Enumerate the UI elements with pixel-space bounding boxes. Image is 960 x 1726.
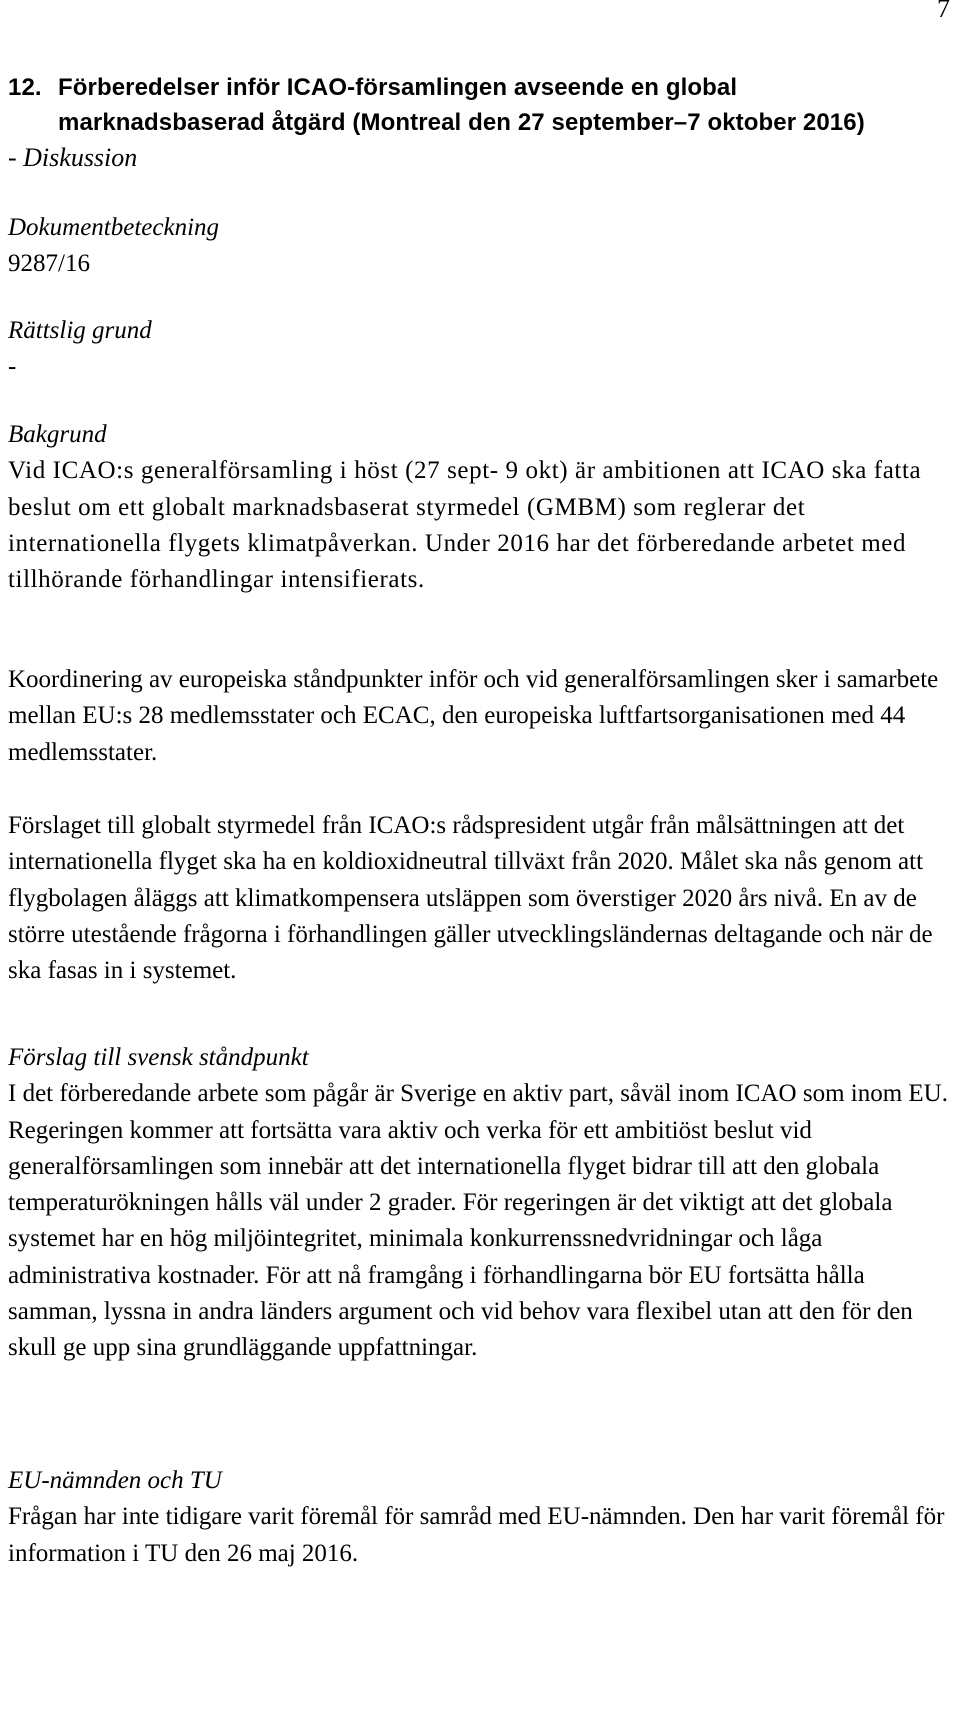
background-paragraph-3: Förslaget till globalt styrmedel från ICAO:s rådspresident utgår från målsättningen att det internationella flyget ska ha en koldioxidneutral tillväxt från 2020. Målet ska nås genom att flygbolagen åläggs att klimatkompensera utsläppen som överstiger 2020 års nivå. En av de större utestående frågorna i förhandlingen gäller utvecklingsländernas deltagande och när de ska fasas in i systemet. xyxy=(8,812,933,985)
eu-committee-text: Frågan har inte tidigare varit föremål för samråd med EU-nämnden. Den har varit föremål för information i TU den 26 maj 2016. xyxy=(8,1503,945,1567)
agenda-item-subtitle: - Diskussion xyxy=(8,143,138,172)
background-paragraph-1: Vid ICAO:s generalförsamling i höst (27 sept- 9 okt) är ambitionen att ICAO ska fatta beslut om ett globalt marknadsbaserat styrmedel (GMBM) som reglerar det internationella flygets klimatpåverkan. Under 2016 har det förberedande arbetet med tillhörande förhandlingar intensifierats. xyxy=(8,457,922,594)
eu-committee-label: EU-nämnden och TU xyxy=(8,1467,222,1494)
background-label: Bakgrund xyxy=(8,421,107,448)
background-section xyxy=(8,417,953,598)
page-number: 7 xyxy=(937,0,950,23)
legal-basis-section xyxy=(8,313,953,386)
background-paragraph-2: Koordinering av europeiska ståndpunkter inför och vid generalförsamlingen sker i samarbete mellan EU:s 28 medlemsstater och ECAC, den europeiska luftfartsorganisationen med 44 medlemsstater. xyxy=(8,666,939,766)
eu-committee-section xyxy=(8,1463,953,1572)
document-reference-value: 9287/16 xyxy=(8,250,90,278)
document-reference-label: Dokumentbeteckning xyxy=(8,214,220,241)
swedish-position-section xyxy=(8,1040,953,1367)
swedish-position-text: I det förberedande arbete som pågår är Sverige en aktiv part, såväl inom ICAO som inom EU. Regeringen kommer att fortsätta vara aktiv och verka för ett ambitiöst beslut vid generalförsamlingen som innebär att det internationella flyget bidrar till att den globala temperaturökningen hålls väl under 2 grader. För regeringen är det viktigt att det globala systemet har en hög miljöintegritet, minimala konkurrenssnedvridningar och låga administrativa kostnader. För att nå framgång i förhandlingarna bör EU fortsätta hålla samman, lyssna in andra länders argument och vid behov vara flexibel utan att den för den skull ge upp sina grundläggande uppfattningar. xyxy=(8,1080,948,1362)
agenda-item-title-line1: Förberedelser inför ICAO-församlingen avseende en global xyxy=(58,74,738,101)
legal-basis-label: Rättslig grund xyxy=(8,317,152,344)
swedish-position-label: Förslag till svensk ståndpunkt xyxy=(8,1044,309,1071)
agenda-item-heading xyxy=(8,70,948,140)
agenda-item-title-line2: marknadsbaserad åtgärd (Montreal den 27 september–7 oktober 2016) xyxy=(58,109,865,136)
agenda-item-number: 12. xyxy=(8,74,42,101)
legal-basis-value: - xyxy=(8,353,17,381)
document-reference-section xyxy=(8,210,953,283)
